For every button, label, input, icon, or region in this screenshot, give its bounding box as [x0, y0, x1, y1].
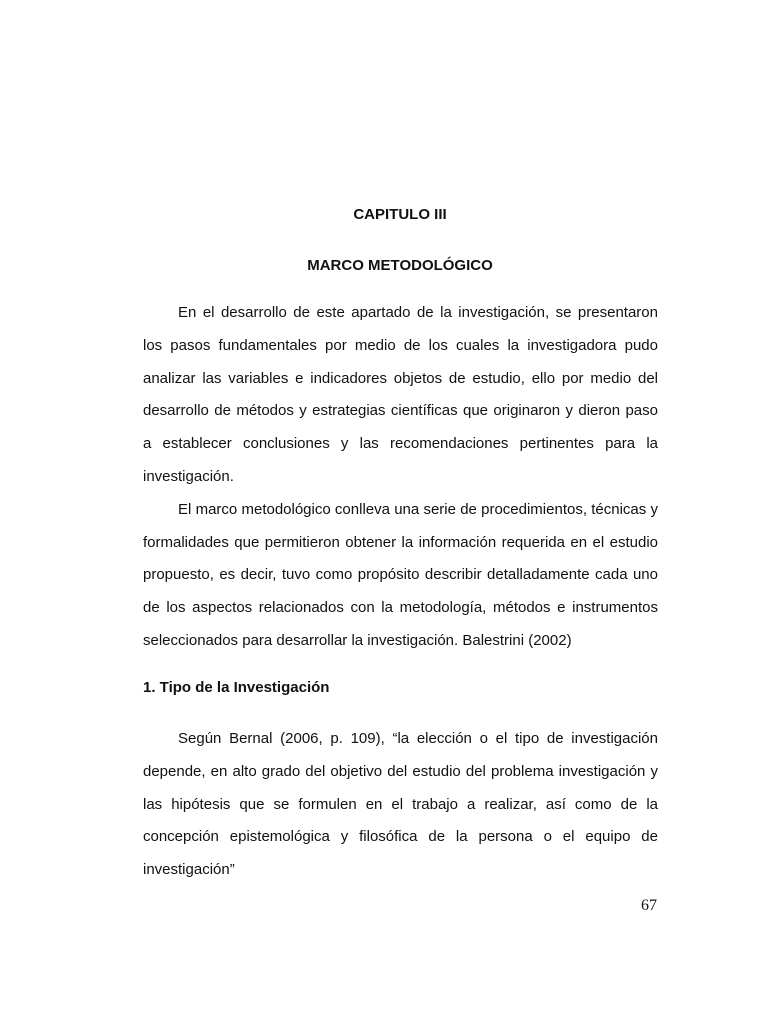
paragraph-bernal-quote: Según Bernal (2006, p. 109), “la elección o el tipo de investigación depende, en alto grado del objetivo del estudio del problema investigación y las hipótesis que se formulen en el trabajo a realizar, así como de la concepción epistemológica y filosófica de la persona o el equipo de investigación” — [143, 730, 658, 879]
paragraph-intro: En el desarrollo de este apartado de la investigación, se presentaron los pasos fundamentales por medio de los cuales la investigadora pudo analizar las variables e indicadores objetos de estudio, ello por medio del desarrollo de métodos y estrategias científicas que originaron y dieron paso a establecer conclusiones y las recomendaciones pertinentes para la investigación. — [143, 304, 658, 485]
intro-text-block — [143, 297, 658, 658]
section-text-block — [143, 723, 658, 887]
chapter-title: MARCO METODOLÓGICO — [307, 257, 493, 274]
section-heading: 1. Tipo de la Investigación — [143, 679, 330, 696]
chapter-number: CAPITULO III — [353, 206, 447, 223]
paragraph-marco: El marco metodológico conlleva una serie de procedimientos, técnicas y formalidades que permitieron obtener la información requerida en el estudio propuesto, es decir, tuvo como propósito describir detalladamente cada uno de los aspectos relacionados con la metodología, métodos e instrumentos seleccionados para desarrollar la investigación. Balestrini (2002) — [143, 500, 658, 649]
page-number: 67 — [641, 897, 657, 914]
